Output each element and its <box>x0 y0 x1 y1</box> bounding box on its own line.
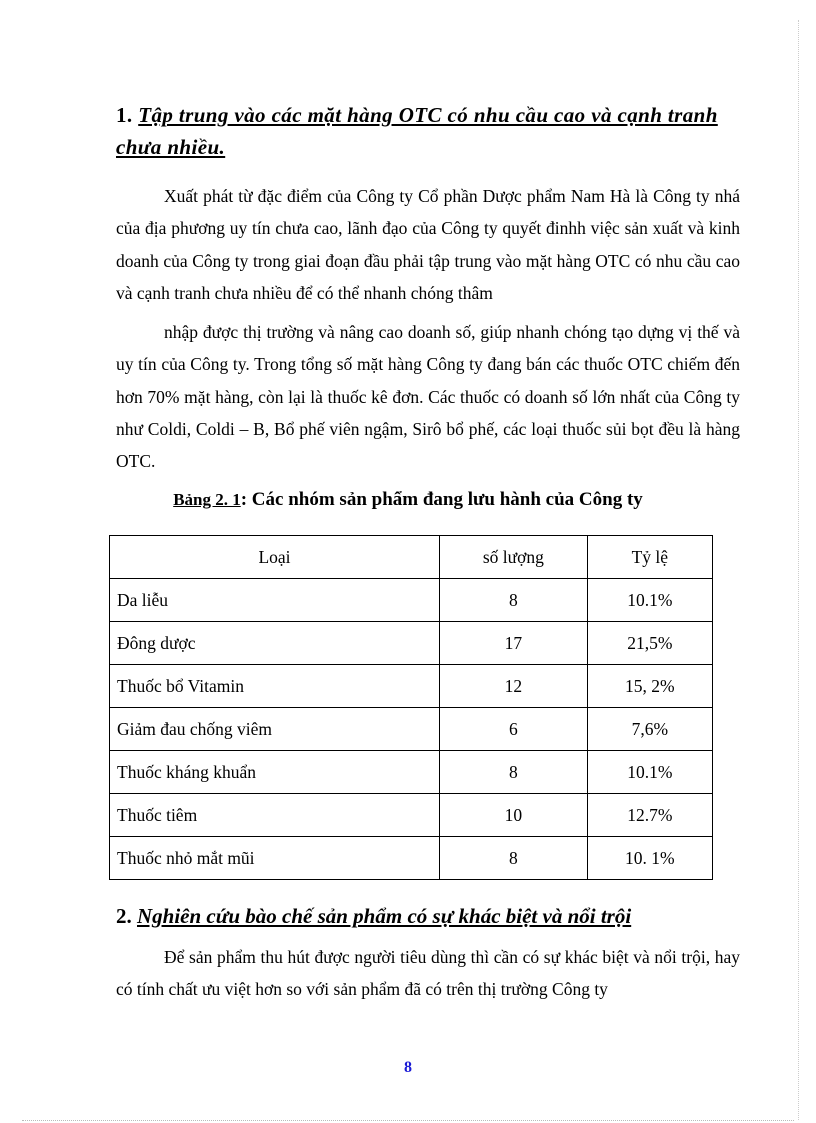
page-number: 8 <box>404 1059 412 1076</box>
header-cell-ratio: Tỷ lệ <box>587 536 712 579</box>
section-1-title: Tập trung vào các mặt hàng OTC có nhu cầu cao và cạnh tranh chưa nhiều. <box>116 103 718 159</box>
cell-ratio: 10.1% <box>587 579 712 622</box>
section-1-number: 1. <box>116 103 133 127</box>
table-row <box>110 794 713 837</box>
cell-ratio: 7,6% <box>587 708 712 751</box>
table-caption-text: : Các nhóm sản phẩm đang lưu hành của Công ty <box>240 489 643 510</box>
cell-ratio: 10.1% <box>587 751 712 794</box>
cell-quantity: 10 <box>440 794 588 837</box>
cell-ratio: 21,5% <box>587 622 712 665</box>
table-caption <box>0 489 816 511</box>
paragraph-3: Để sản phẩm thu hút được người tiêu dùng thì cần có sự khác biệt và nổi trội, hay có tính chất ưu việt hơn so với sản phẩm đã có trên thị trường Công ty <box>116 947 740 1000</box>
section-1-heading <box>116 99 746 163</box>
cell-ratio: 12.7% <box>587 794 712 837</box>
header-cell-quantity: số lượng <box>440 536 588 579</box>
table-caption-label: Bảng 2. 1 <box>173 490 241 509</box>
section-2-title: Nghiên cứu bào chế sản phẩm có sự khác biệt và nổi trội <box>137 904 632 928</box>
table-header-row <box>110 536 713 579</box>
cell-quantity: 8 <box>440 837 588 880</box>
cell-quantity: 6 <box>440 708 588 751</box>
table-row <box>110 665 713 708</box>
cell-type: Thuốc nhỏ mắt mũi <box>110 837 440 880</box>
table-row <box>110 751 713 794</box>
paragraph-1: Xuất phát từ đặc điểm của Công ty Cổ phần Dược phẩm Nam Hà là Công ty nhá của địa phương uy tín chưa cao, lãnh đạo của Công ty quyết đinhh việc sản xuất và kinh doanh của Công ty trong giai đoạn đầu phải tập trung vào mặt hàng OTC có nhu cầu cao và cạnh tranh chưa nhiều để có thể nhanh chóng thâm <box>116 186 740 303</box>
cell-type: Da liễu <box>110 579 440 622</box>
section-2-number: 2. <box>116 904 132 928</box>
cell-type: Đông dược <box>110 622 440 665</box>
cell-ratio: 10. 1% <box>587 837 712 880</box>
cell-quantity: 12 <box>440 665 588 708</box>
page-right-divider <box>798 20 799 1120</box>
cell-type: Thuốc tiêm <box>110 794 440 837</box>
cell-type: Thuốc kháng khuẩn <box>110 751 440 794</box>
table-row <box>110 622 713 665</box>
table-row <box>110 837 713 880</box>
cell-quantity: 17 <box>440 622 588 665</box>
cell-type: Giảm đau chống viêm <box>110 708 440 751</box>
page-bottom-divider <box>22 1120 794 1121</box>
table-row <box>110 579 713 622</box>
cell-ratio: 15, 2% <box>587 665 712 708</box>
header-cell-type: Loại <box>110 536 440 579</box>
cell-type: Thuốc bổ Vitamin <box>110 665 440 708</box>
table-row <box>110 708 713 751</box>
paragraph-2: nhập được thị trường và nâng cao doanh số, giúp nhanh chóng tạo dựng vị thế và uy tín của Công ty. Trong tổng số mặt hàng Công ty đang bán các thuốc OTC chiếm đến hơn 70% mặt hàng, còn lại là thuốc kê đơn. Các thuốc có doanh số lớn nhất của Công ty như Coldi, Coldi – B, Bổ phế viên ngậm, Sirô bổ phế, các loại thuốc sủi bọt đều là hàng OTC. <box>116 322 740 472</box>
product-groups-table <box>109 535 713 880</box>
cell-quantity: 8 <box>440 751 588 794</box>
cell-quantity: 8 <box>440 579 588 622</box>
section-2-heading <box>116 900 746 932</box>
